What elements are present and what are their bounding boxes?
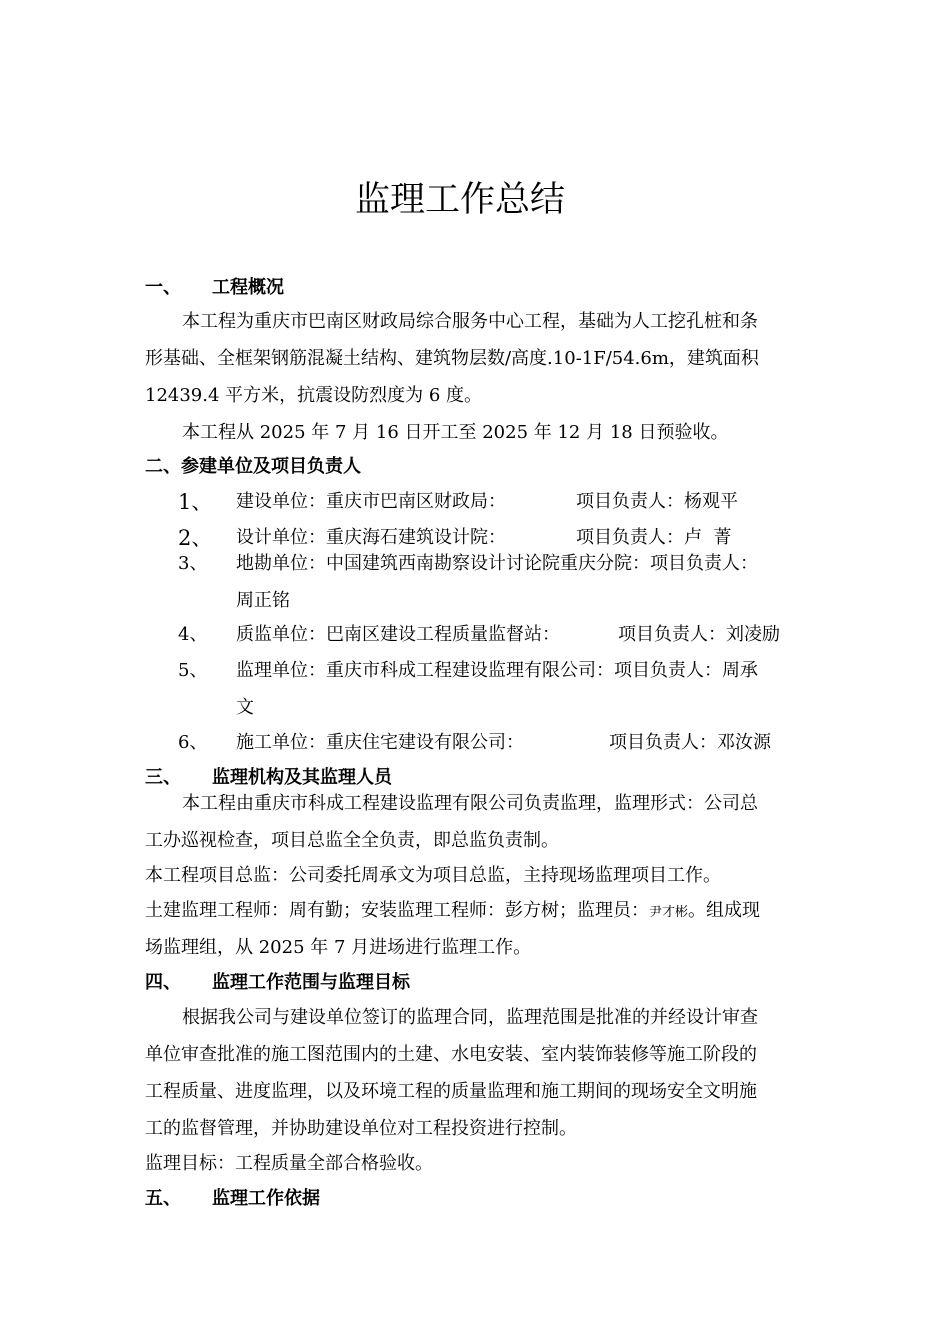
staff-line-4-inspector: 尹才彬 — [649, 905, 689, 920]
section-1-number: 一、 — [145, 277, 181, 298]
unit-3-number: 3、 — [178, 553, 208, 574]
scope-line-4: 工的监督管理，并协助建设单位对工程投资进行控制。 — [145, 1118, 577, 1139]
section-4-title: 监理工作范围与监理目标 — [212, 972, 410, 993]
overview-line-2: 形基础、全框架钢筋混凝土结构、建筑物层数/高度.10-1F/54.6m，建筑面积 — [145, 348, 759, 369]
unit-2-leader: 项目负责人：卢 菁 — [576, 527, 732, 548]
section-1-title: 工程概况 — [212, 277, 284, 298]
staff-line-4 — [145, 899, 760, 925]
overview-line-1: 本工程为重庆市巴南区财政局综合服务中心工程，基础为人工挖孔桩和条 — [182, 311, 758, 332]
unit-4-number: 4、 — [178, 624, 208, 645]
unit-2-name: 设计单位：重庆海石建筑设计院： — [236, 527, 506, 548]
unit-6-leader: 项目负责人：邓汝源 — [609, 732, 771, 753]
scope-line-1: 根据我公司与建设单位签订的监理合同，监理范围是批准的并经设计审查 — [182, 1007, 758, 1028]
unit-6-name: 施工单位：重庆住宅建设有限公司： — [236, 732, 524, 753]
unit-5-name: 监理单位：重庆市科成工程建设监理有限公司：项目负责人：周承 — [236, 660, 758, 681]
unit-3-leader-cont: 周正铭 — [236, 590, 290, 611]
scope-line-5: 监理目标：工程质量全部合格验收。 — [145, 1153, 433, 1174]
section-3-number: 三、 — [145, 767, 181, 788]
staff-line-4-a: 土建监理工程师：周有勤；安装监理工程师：彭方树；监理员： — [145, 900, 649, 921]
unit-4-name: 质监单位：巴南区建设工程质量监督站： — [236, 624, 560, 645]
staff-line-3: 本工程项目总监：公司委托周承文为项目总监，主持现场监理项目工作。 — [145, 865, 721, 886]
overview-line-4: 本工程从 2025 年 7 月 16 日开工至 2025 年 12 月 18 日预验收。 — [182, 422, 729, 443]
staff-line-5: 场监理组，从 2025 年 7 月进场进行监理工作。 — [145, 937, 532, 958]
section-3-title: 监理机构及其监理人员 — [212, 767, 392, 788]
unit-4-leader: 项目负责人：刘凌励 — [618, 624, 780, 645]
staff-line-1: 本工程由重庆市科成工程建设监理有限公司负责监理，监理形式：公司总 — [182, 793, 758, 814]
section-2-title: 二、参建单位及项目负责人 — [145, 456, 361, 477]
section-5-title: 监理工作依据 — [212, 1188, 320, 1209]
page-title: 监理工作总结 — [354, 180, 565, 220]
unit-1-name: 建设单位：重庆市巴南区财政局： — [236, 491, 506, 512]
unit-3-name: 地勘单位：中国建筑西南勘察设计讨论院重庆分院：项目负责人： — [236, 553, 758, 574]
unit-5-leader-cont: 文 — [236, 697, 254, 718]
unit-5-number: 5、 — [178, 660, 208, 681]
unit-1-number: 1、 — [178, 490, 213, 514]
section-5-number: 五、 — [145, 1188, 181, 1209]
unit-6-number: 6、 — [178, 732, 208, 753]
scope-line-3: 工程质量、进度监理，以及环境工程的质量监理和施工期间的现场安全文明施 — [145, 1081, 757, 1102]
staff-line-4-c: 。组成现 — [688, 900, 761, 921]
unit-2-number: 2、 — [178, 526, 213, 550]
scope-line-2: 单位审查批准的施工图范围内的土建、水电安装、室内装饰装修等施工阶段的 — [145, 1044, 757, 1065]
unit-1-leader: 项目负责人：杨观平 — [576, 491, 738, 512]
staff-line-2: 工办巡视检查，项目总监全全负责，即总监负责制。 — [145, 830, 559, 851]
overview-line-3: 12439.4 平方米，抗震设防烈度为 6 度。 — [145, 385, 483, 406]
section-4-number: 四、 — [145, 972, 181, 993]
